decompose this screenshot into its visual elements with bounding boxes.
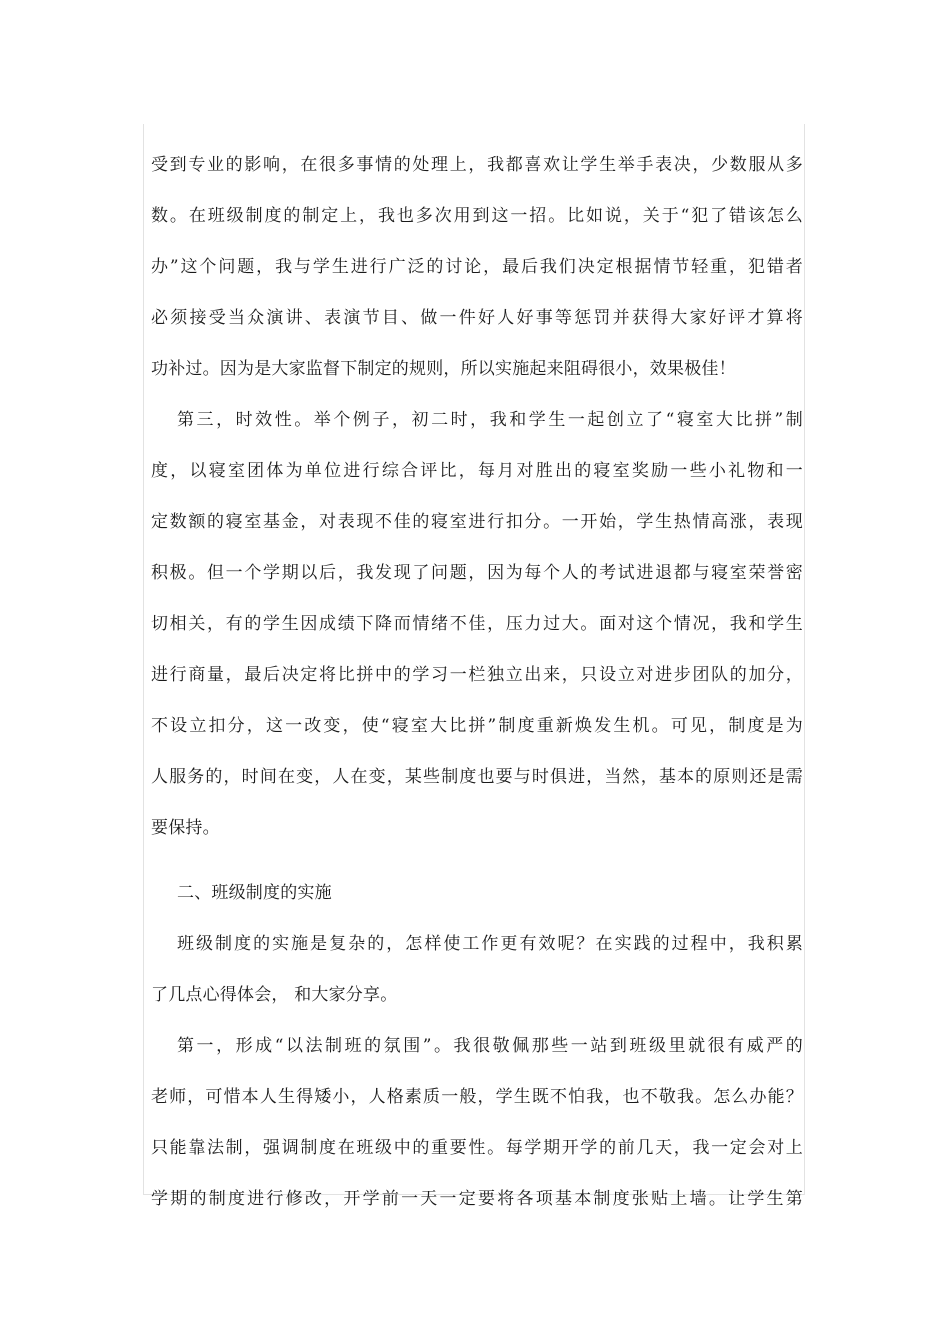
section-gap: [151, 854, 803, 868]
text-line: 第三，时效性。举个例子，初二时，我和学生一起创立了“寝室大比拼”制: [177, 410, 803, 430]
text-line: 办”这个问题，我与学生进行广泛的讨论，最后我们决定根据情节轻重，犯错者: [151, 257, 803, 277]
text-line: 切相关，有的学生因成绩下降而情绪不佳，压力过大。面对这个情况，我和学生: [151, 614, 803, 634]
text-line: 要保持。: [151, 818, 220, 838]
text-line: 进行商量，最后决定将比拼中的学习一栏独立出来，只设立对进步团队的加分，: [151, 665, 803, 685]
text-line: 功补过。因为是大家监督下制定的规则，所以实施起来阻碍很小，效果极佳！: [151, 359, 736, 379]
document-body: [151, 140, 803, 1225]
text-line: 只能靠法制，强调制度在班级中的重要性。每学期开学的前几天，我一定会对上: [151, 1138, 803, 1158]
text-line: 必须接受当众演讲、表演节目、做一件好人好事等惩罚并获得大家好评才算将: [151, 308, 803, 328]
text-line: 数。在班级制度的制定上，我也多次用到这一招。比如说，关于“犯了错该怎么: [151, 206, 803, 226]
section-heading: 二、班级制度的实施: [177, 883, 332, 903]
text-line: 人服务的，时间在变，人在变，某些制度也要与时俱进，当然，基本的原则还是需: [151, 767, 803, 787]
text-line: 受到专业的影响，在很多事情的处理上，我都喜欢让学生举手表决，少数服从多: [151, 155, 803, 175]
text-line: 定数额的寝室基金，对表现不佳的寝室进行扣分。一开始，学生热情高涨，表现: [151, 512, 803, 532]
text-line: 了几点心得体会， 和大家分享。: [151, 985, 398, 1005]
text-line: 不设立扣分，这一改变，使“寝室大比拼”制度重新焕发生机。可见，制度是为: [151, 716, 803, 736]
text-line: 班级制度的实施是复杂的，怎样使工作更有效呢？在实践的过程中，我积累: [177, 934, 803, 954]
text-line: 老师，可惜本人生得矮小，人格素质一般，学生既不怕我，也不敬我。怎么办能？: [151, 1087, 803, 1107]
text-line: 积极。但一个学期以后，我发现了问题，因为每个人的考试进退都与寝室荣誉密: [151, 563, 803, 583]
text-line: 度，以寝室团体为单位进行综合评比，每月对胜出的寝室奖励一些小礼物和一: [151, 461, 803, 481]
text-line: 学期的制度进行修改，开学前一天一定要将各项基本制度张贴上墙。让学生第: [151, 1189, 803, 1209]
text-line: 第一，形成“以法制班的氛围”。我很敬佩那些一站到班级里就很有威严的: [177, 1036, 803, 1056]
